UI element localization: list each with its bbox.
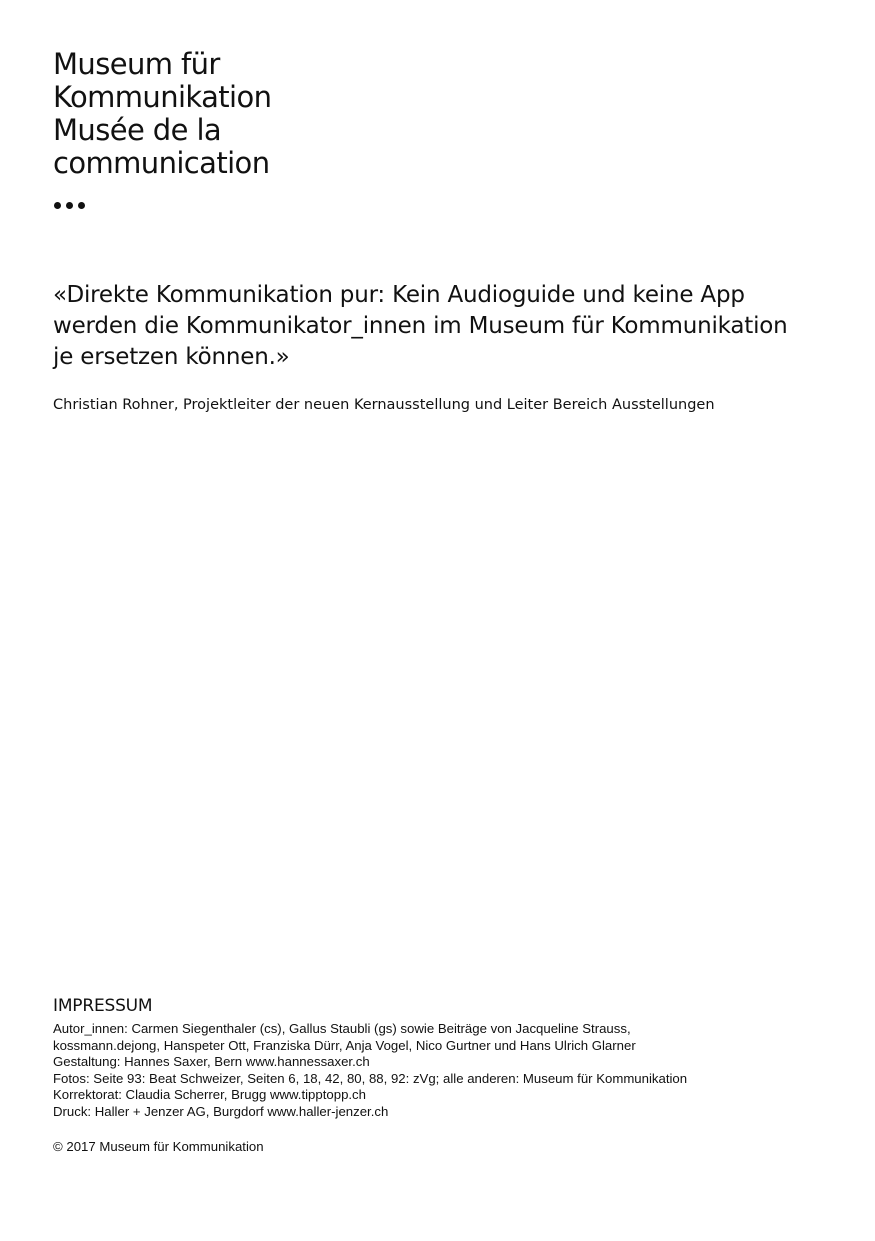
impressum-section (53, 995, 843, 1120)
impressum-proofreading: Korrektorat: Claudia Scherrer, Brugg www.tipptopp.ch (53, 1087, 366, 1102)
impressum-authors-1: Autor_innen: Carmen Siegenthaler (cs), Gallus Staubli (gs) sowie Beiträge von Jacqueline Strauss, (53, 1021, 631, 1036)
quote-line-1: «Direkte Kommunikation pur: Kein Audioguide und keine App (53, 282, 745, 308)
quote (53, 280, 823, 373)
impressum-title: IMPRESSUM (53, 996, 153, 1016)
logo-dots-icon (54, 202, 85, 209)
dot-1 (54, 202, 61, 209)
impressum-body (53, 1021, 843, 1120)
quote-line-3: je ersetzen können.» (53, 344, 290, 370)
logo-line-4: communication (53, 146, 270, 180)
dot-2 (66, 202, 73, 209)
quote-attribution: Christian Rohner, Projektleiter der neuen Kernausstellung und Leiter Bereich Ausstellungen (53, 397, 715, 413)
logo-line-2: Kommunikation (53, 80, 272, 114)
impressum-authors-2: kossmann.dejong, Hanspeter Ott, Franziska Dürr, Anja Vogel, Nico Gurtner und Hans Ulrich Glarner (53, 1037, 636, 1053)
quote-line-2: werden die Kommunikator_innen im Museum für Kommunikation (53, 313, 788, 339)
logo-line-1: Museum für (53, 47, 220, 81)
museum-logo (53, 48, 271, 180)
copyright-notice: © 2017 Museum für Kommunikation (53, 1139, 264, 1154)
dot-3 (78, 202, 85, 209)
impressum-printing: Druck: Haller + Jenzer AG, Burgdorf www.haller-jenzer.ch (53, 1103, 389, 1119)
impressum-design: Gestaltung: Hannes Saxer, Bern www.hannessaxer.ch (53, 1054, 370, 1069)
impressum-photos: Fotos: Seite 93: Beat Schweizer, Seiten 6, 18, 42, 80, 88, 92: zVg; alle anderen: Museum für Kommunikation (53, 1070, 688, 1086)
logo-line-3: Musée de la (53, 113, 222, 147)
